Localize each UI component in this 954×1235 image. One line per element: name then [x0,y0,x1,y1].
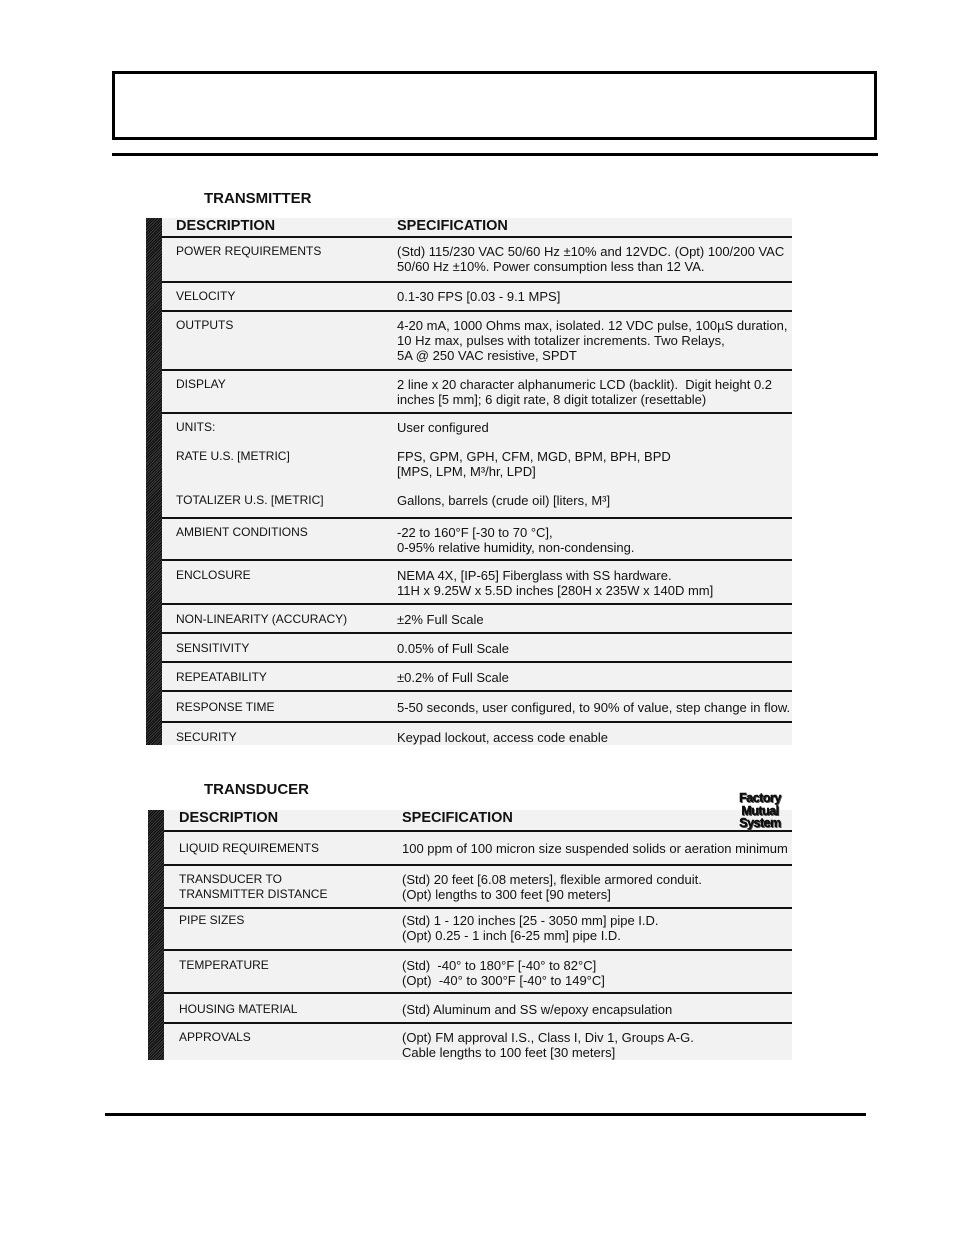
row-specification [402,958,605,988]
spec-row-pipe-sizes [164,909,792,951]
spec-line: 0-95% relative humidity, non-condensing. [397,540,635,555]
description-line: OUTPUTS [176,318,234,332]
row-specification [397,318,787,363]
row-description [176,612,347,627]
specification-column-header: SPECIFICATION [397,218,508,234]
spec-line: (Opt) 0.25 - 1 inch [6-25 mm] pipe I.D. [402,928,621,943]
row-specification [397,670,509,685]
spec-line: NEMA 4X, [IP-65] Fiberglass with SS hardware. [397,568,672,583]
spec-line: (Std) 115/230 VAC 50/60 Hz ±10% and 12VDC. (Opt) 100/200 VAC [397,244,785,259]
spec-row-units [162,414,792,519]
spec-line: (Opt) FM approval I.S., Class I, Div 1, Groups A-G. [402,1030,694,1045]
description-line: VELOCITY [176,289,236,303]
transmitter-rows [162,218,792,745]
spec-line: (Std) -40° to 180°F [-40° to 82°C] [402,958,597,973]
row-specification [397,612,484,627]
row-specification [397,377,772,407]
row-specification [397,641,509,656]
row-description [176,377,226,392]
row-description [176,525,308,540]
description-line: SENSITIVITY [176,641,250,655]
spec-row-outputs [162,312,792,371]
page-header-box [112,71,877,140]
spec-line: 5A @ 250 VAC resistive, SPDT [397,348,577,363]
description-line: AMBIENT CONDITIONS [176,525,308,539]
transducer-spec-table [148,810,792,1060]
table-side-bar [146,218,162,745]
description-line: APPROVALS [179,1030,251,1044]
spec-row-repeatability [162,663,792,692]
description-line: RESPONSE TIME [176,700,275,714]
spec-line: (Std) 20 feet [6.08 meters], flexible armored conduit. [402,872,702,887]
description-line: UNITS: [176,420,216,434]
spec-row-sensitivity [162,634,792,663]
row-specification [397,420,489,435]
spec-line: 10 Hz max, pulses with totalizer increments. Two Relays, [397,333,725,348]
description-line: DISPLAY [176,377,226,391]
logo-line: Factory [739,791,781,805]
spec-line: ±0.2% of Full Scale [397,670,509,685]
table-header-row [162,218,792,238]
spec-line: (Std) Aluminum and SS w/epoxy encapsulation [402,1002,673,1017]
spec-line: 0.05% of Full Scale [397,641,510,656]
row-description [176,730,237,745]
row-description [176,420,215,435]
spec-line: (Opt) lengths to 300 feet [90 meters] [402,887,611,902]
spec-row-temperature [164,951,792,994]
spec-line: Cable lengths to 100 feet [30 meters] [402,1045,616,1060]
row-description [179,958,269,973]
row-description [176,244,321,259]
row-description [176,670,267,685]
description-line: PIPE SIZES [179,913,245,927]
row-description [179,841,319,856]
spec-line: 2 line x 20 character alphanumeric LCD (backlit). Digit height 0.2 [397,377,773,392]
spec-line: 100 ppm of 100 micron size suspended solids or aeration minimum [402,841,788,856]
spec-line: 11H x 9.25W x 5.5D inches [280H x 235W x 140D mm] [397,583,714,598]
transmitter-section-title: TRANSMITTER [204,190,312,207]
row-description [179,1030,251,1045]
row-description [176,493,324,508]
row-specification [397,493,610,508]
spec-line: User configured [397,420,489,435]
table-header-row [164,810,792,832]
row-description [176,641,249,656]
spec-row-power-requirements [162,238,792,283]
spec-line: (Std) 1 - 120 inches [25 - 3050 mm] pipe I.D. [402,913,659,928]
row-description [176,700,274,715]
row-specification [402,841,788,856]
row-description [179,1002,297,1017]
spec-line: 5-50 seconds, user configured, to 90% of value, step change in flow. [397,700,791,715]
row-specification [397,525,635,555]
transducer-section-title: TRANSDUCER [204,781,309,798]
row-description [179,872,327,902]
description-line: ENCLOSURE [176,568,251,582]
row-specification [397,289,560,304]
footer-rule [105,1113,866,1116]
row-description [176,289,235,304]
spec-row-display [162,371,792,414]
description-line: REPEATABILITY [176,670,267,684]
row-specification [397,730,608,745]
spec-line: Gallons, barrels (crude oil) [liters, M³] [397,493,611,508]
description-line: POWER REQUIREMENTS [176,244,322,258]
description-line: RATE U.S. [METRIC] [176,449,290,463]
spec-row-enclosure [162,561,792,605]
spec-line: 4-20 mA, 1000 Ohms max, isolated. 12 VDC pulse, 100µS duration, [397,318,788,333]
transmitter-spec-table [146,218,792,745]
spec-row-liquid-requirements [164,832,792,866]
row-description [179,913,244,928]
factory-mutual-approval-logo [729,792,791,832]
row-specification [397,568,713,598]
spec-line: 50/60 Hz ±10%. Power consumption less than 12 VA. [397,259,705,274]
description-line: SECURITY [176,730,237,744]
description-column-header: DESCRIPTION [176,218,276,234]
spec-row-transducer-distance [164,866,792,909]
logo-line: Mutual [741,803,779,818]
spec-line: -22 to 160°F [-30 to 70 °C], [397,525,553,540]
spec-line: Keypad lockout, access code enable [397,730,609,745]
spec-row-non-linearity [162,605,792,634]
table-side-bar [148,810,164,1060]
spec-line: (Opt) -40° to 300°F [-40° to 149°C] [402,973,605,988]
logo-line: System [739,816,781,830]
header-rule [112,153,878,156]
row-specification [402,872,702,902]
row-specification [397,244,784,274]
spec-line: inches [5 mm]; 6 digit rate, 8 digit totalizer (resettable) [397,392,707,407]
row-description [176,568,251,583]
spec-row-approvals [164,1024,792,1060]
transducer-rows [164,810,792,1060]
spec-row-ambient-conditions [162,519,792,561]
description-line: TRANSMITTER DISTANCE [179,887,328,901]
row-specification [397,700,790,715]
spec-line: 0.1-30 FPS [0.03 - 9.1 MPS] [397,289,561,304]
spec-row-velocity [162,283,792,312]
description-line: TOTALIZER U.S. [METRIC] [176,493,324,507]
row-specification [402,1030,694,1060]
spec-row-response-time [162,692,792,723]
specification-column-header: SPECIFICATION [402,810,513,826]
description-line: TEMPERATURE [179,958,269,972]
row-specification [397,449,671,479]
row-specification [402,913,659,943]
spec-line: ±2% Full Scale [397,612,484,627]
spec-line: FPS, GPM, GPH, CFM, MGD, BPM, BPH, BPD [397,449,671,464]
spec-row-security [162,723,792,745]
description-column-header: DESCRIPTION [179,810,279,826]
description-line: NON-LINEARITY (ACCURACY) [176,612,348,626]
description-line: LIQUID REQUIREMENTS [179,841,320,855]
row-specification [402,1002,672,1017]
spec-line: [MPS, LPM, M³/hr, LPD] [397,464,536,479]
row-description [176,318,233,333]
row-description [176,449,290,464]
spec-row-housing-material [164,994,792,1024]
description-line: TRANSDUCER TO [179,872,282,886]
description-line: HOUSING MATERIAL [179,1002,298,1016]
